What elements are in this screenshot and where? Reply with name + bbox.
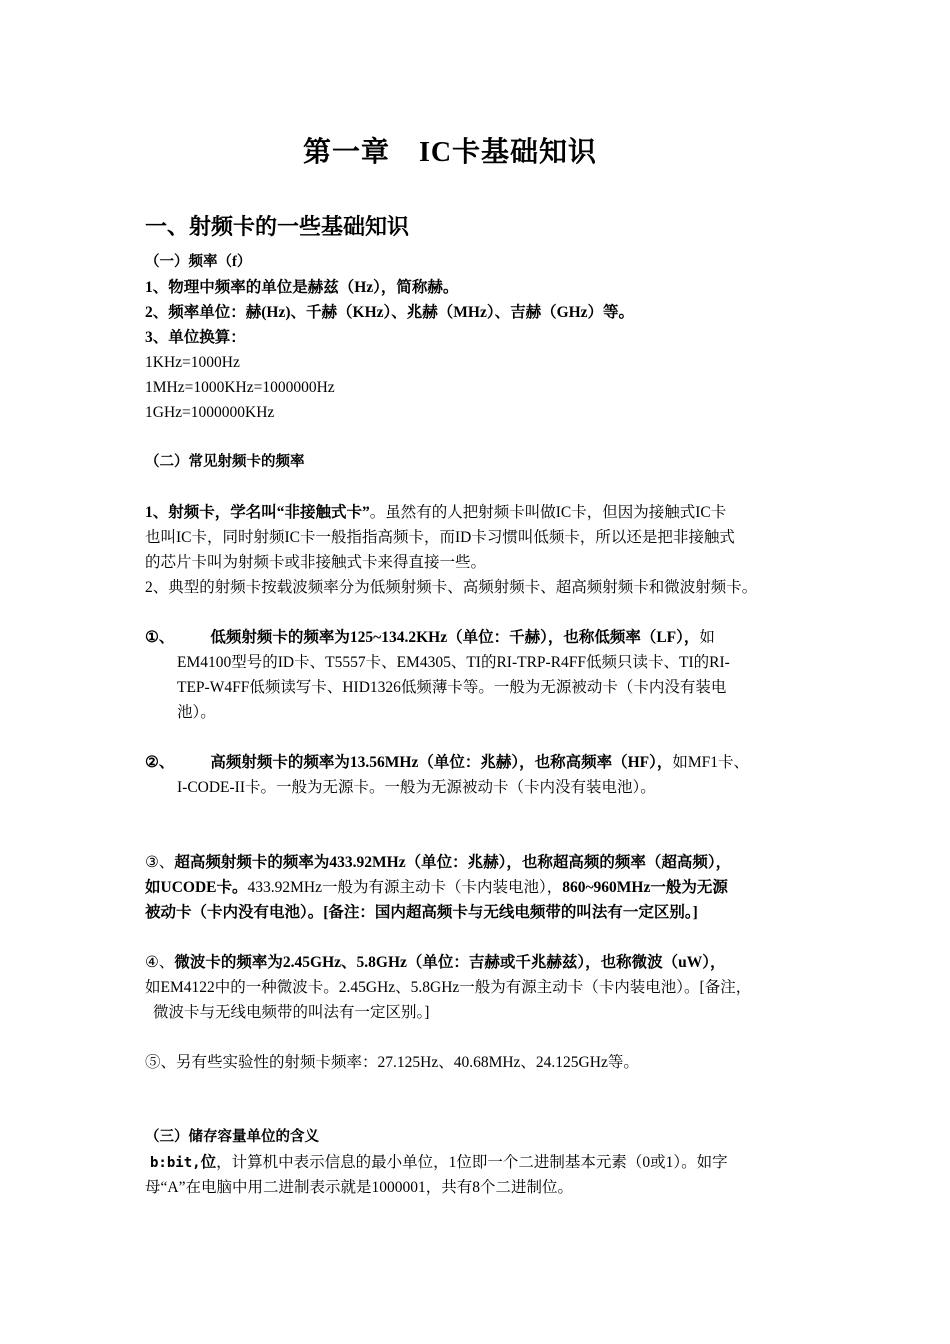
- subsection-heading-frequency: （一）频率（f）: [145, 254, 252, 270]
- frequency-line-3: 3、单位换算：: [145, 329, 246, 346]
- item-2-bold: 高频射频卡的频率为13.56MHz（单位：兆赫），也称高频率（HF），: [210, 754, 673, 771]
- item-2-number: ②、: [145, 754, 175, 771]
- item-3-line-3: 被动卡（卡内没有电池）。[备注：国内超高频卡与无线电频带的叫法有一定区别。]: [145, 904, 698, 921]
- storage-line-1: [150, 1150, 728, 1176]
- paragraph-1-line-2: 也叫IC卡，同时射频IC卡一般指指高频卡，而ID卡习惯叫低频卡，所以还是把非接触式: [145, 529, 735, 546]
- subsection-heading-rf-frequencies: （二）常见射频卡的频率: [145, 454, 305, 470]
- item-3-bold-3: 860~960MHz一般为无源: [562, 879, 728, 896]
- storage-text-1: ，计算机中表示信息的最小单位，1位即一个二进制基本元素（0或1）。如字: [216, 1154, 728, 1171]
- item-2-text: 如MF1卡、: [672, 754, 750, 771]
- item-3-line-2: [145, 875, 728, 900]
- item-3-bold: 超高频射频卡的频率为433.92MHz（单位：兆赫），也称超高频的频率（超高频），: [174, 854, 732, 871]
- section-heading: 一、射频卡的一些基础知识: [145, 214, 410, 239]
- item-3-text: 433.92MHz一般为有源主动卡（卡内装电池），: [247, 879, 563, 896]
- storage-line-2: 母“A”在电脑中用二进制表示就是1000001，共有8个二进制位。: [145, 1179, 573, 1196]
- paragraph-1-bold: 1、射频卡，学名叫“非接触式卡”: [145, 504, 370, 521]
- paragraph-2: 2、典型的射频卡按载波频率分为低频射频卡、高频射频卡、超高频射频卡和微波射频卡。: [145, 579, 758, 596]
- frequency-line-4: 1KHz=1000Hz: [145, 354, 240, 371]
- item-1-line-4: 池）。: [177, 704, 216, 721]
- item-5: ⑤、另有些实验性的射频卡频率：27.125Hz、40.68MHz、24.125GHz等。: [145, 1054, 639, 1071]
- bit-term-cn: 位: [200, 1154, 217, 1171]
- item-1-line-1: [145, 625, 715, 650]
- item-2-line-2: I-CODE-II卡。一般为无源卡。一般为无源被动卡（卡内没有装电池）。: [177, 779, 656, 796]
- item-4-line-2: 如EM4122中的一种微波卡。2.45GHz、5.8GHz一般为有源主动卡（卡内装电池）。[备注，: [145, 979, 752, 996]
- item-3-number: ③、: [145, 854, 175, 871]
- item-4-number: ④、: [145, 954, 175, 971]
- item-1-number: ①、: [145, 629, 175, 646]
- item-4-line-1: [145, 950, 726, 975]
- bit-term: b:bit,: [150, 1155, 201, 1171]
- item-1-line-2: EM4100型号的ID卡、T5557卡、EM4305、TI的RI-TRP-R4FF低频只读卡、TI的RI-: [177, 654, 730, 671]
- item-4-line-3: 微波卡与无线电频带的叫法有一定区别。]: [153, 1004, 430, 1021]
- frequency-line-5: 1MHz=1000KHz=1000000Hz: [145, 379, 335, 396]
- frequency-line-1: 1、物理中频率的单位是赫兹（Hz），简称赫。: [145, 279, 459, 296]
- frequency-line-2: 2、频率单位：赫(Hz)、千赫（KHz）、兆赫（MHz）、吉赫（GHz）等。: [145, 304, 635, 321]
- item-4-bold: 微波卡的频率为2.45GHz、5.8GHz（单位：吉赫或千兆赫兹），也称微波（uW），: [174, 954, 726, 971]
- item-1-line-3: TEP-W4FF低频读写卡、HID1326低频薄卡等。一般为无源被动卡（卡内没有装电: [177, 679, 727, 696]
- frequency-line-6: 1GHz=1000000KHz: [145, 404, 275, 421]
- chapter-title: 第一章 IC卡基础知识: [302, 137, 598, 168]
- paragraph-1-line-1: [145, 500, 726, 525]
- item-2-line-1: [145, 750, 749, 775]
- paragraph-1-text: 。虽然有的人把射频卡叫做IC卡，但因为接触式IC卡: [369, 504, 727, 521]
- paragraph-1-line-3: 的芯片卡叫为射频卡或非接触式卡来得直接一些。: [145, 554, 487, 571]
- item-3-bold-2: 如UCODE卡。: [145, 879, 248, 896]
- item-3-line-1: [145, 850, 731, 875]
- item-1-text: 如: [699, 629, 715, 646]
- item-1-bold: 低频射频卡的频率为125~134.2KHz（单位：千赫），也称低频率（LF），: [210, 629, 700, 646]
- subsection-heading-storage: （三）储存容量单位的含义: [145, 1129, 319, 1145]
